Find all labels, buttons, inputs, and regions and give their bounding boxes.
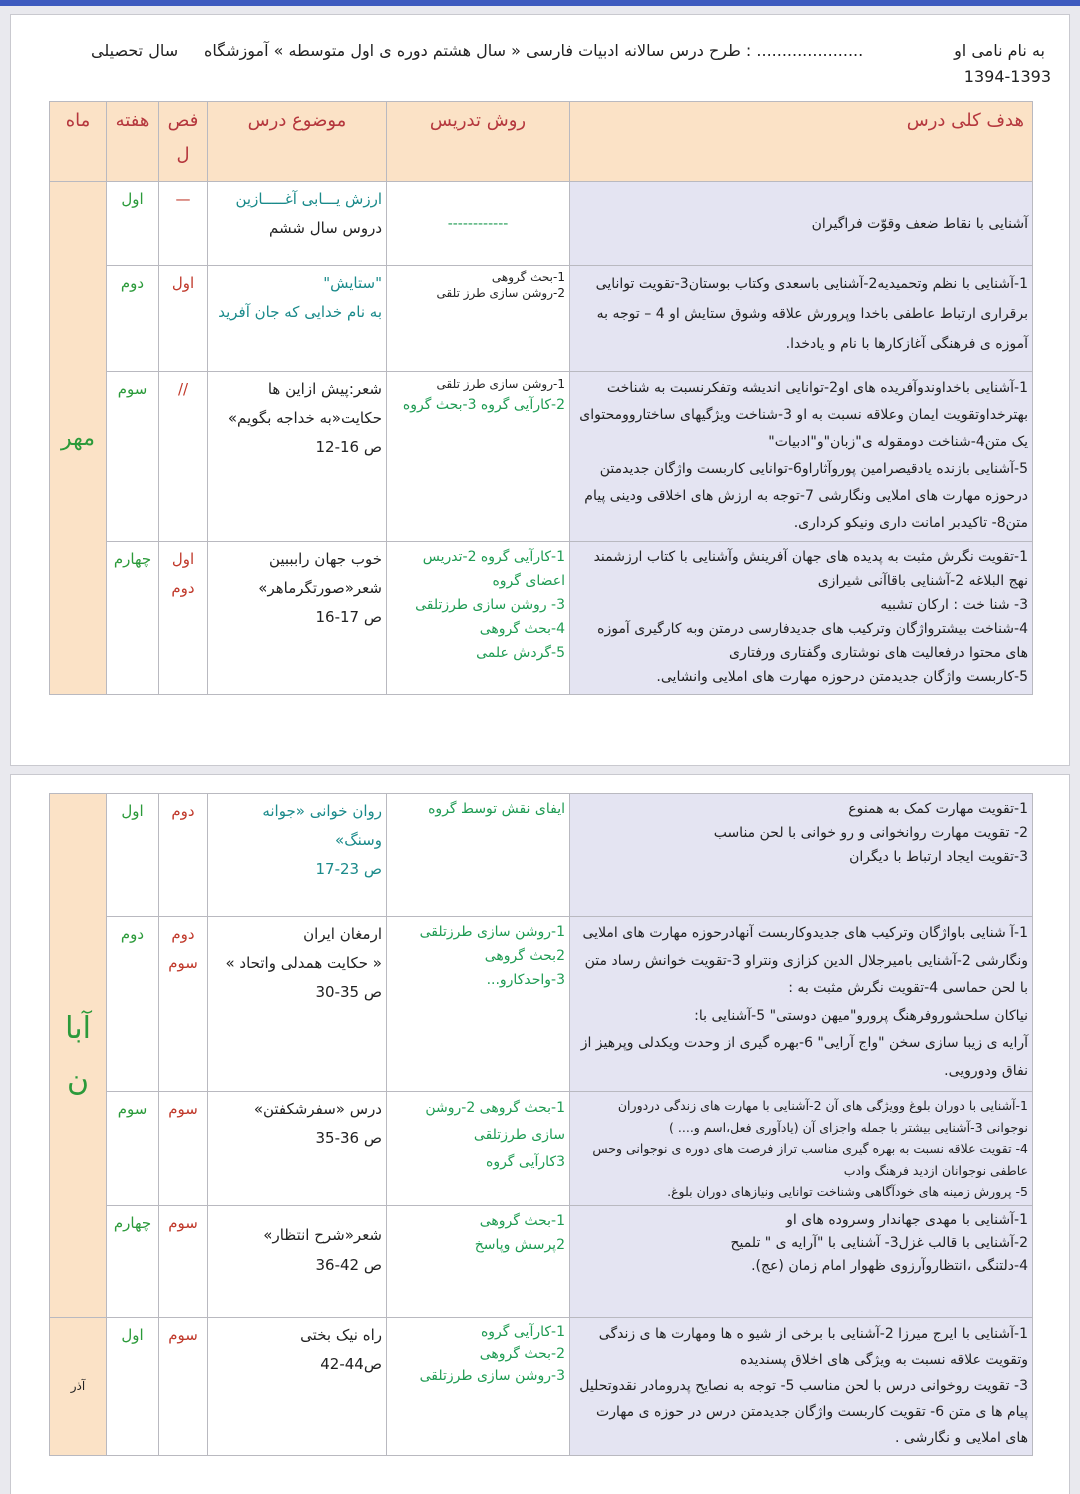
- school-year-label: سال تحصیلی: [91, 41, 179, 60]
- method-cell: 1-بحث گروهی 2-روشن سازی طرزتلقی 3کارآیی گروه: [387, 1092, 570, 1206]
- topic-cell: شعر«شرح انتظار» ص 42-36: [208, 1205, 387, 1317]
- goal-cell: 1-آشنایی با دوران بلوغ وویژگی های آن 2-آشنایی با مهارت های زندگی دردوران نوجوانی 3-آشنایی بیشتر با جمله واجزای آن (یادآوری فعل،اسم و.... ) 4- تقویت علاقه نسبت به بهره گیری مناسب تراز فرصت های دوره ی نوجوانی وحس عاطفی نوجوانان ازدید فرهنگ وادب 5- پرورش زمینه های خودآگاهی وشناخت توانایی ونیازهای دوران بلوغ.: [570, 1092, 1033, 1206]
- plan-title: طرح درس سالانه ادبیات فارسی « سال هشتم دوره ی اول متوسطه » آموزشگاه : .....................: [204, 41, 864, 60]
- goal-cell: آشنایی با نقاط ضعف وقوّت فراگیران: [570, 182, 1033, 266]
- topic-cell: شعر:پیش ازاین ها حکایت«به خداجه بگویم» ص 16-12: [208, 372, 387, 542]
- table-row: [50, 917, 1033, 1092]
- goal-cell: 1-تقویت مهارت کمک به همنوع 2- تقویت مهارت روانخوانی و رو خوانی با لحن مناسب 3-تقویت ایجاد ارتباط با دیگران: [570, 794, 1033, 917]
- session-cell: اول: [159, 266, 208, 372]
- topic-cell: درس «سفرشکفتن» ص 36-35: [208, 1092, 387, 1206]
- week-cell: چهارم: [107, 542, 159, 695]
- top-accent-bar: [0, 0, 1080, 6]
- method-cell: 1-روشن سازی طرزتلقی 2بحث گروهی 3-واحدکارو...: [387, 917, 570, 1092]
- goal-cell: 1-آشنایی با مهدی جهاندار وسروده های او 2-آشنایی با قالب غزل3- آشنایی با "آرایه ی " تلمیح 4-دلتنگی ،انتظاروآرزوی ظهوار امام زمان (عج).: [570, 1205, 1033, 1317]
- document-page-1: [10, 14, 1070, 766]
- method-cell: [387, 372, 570, 542]
- week-cell: دوم: [107, 917, 159, 1092]
- topic-line: دروس سال ششم: [269, 219, 382, 237]
- session-cell: //: [159, 372, 208, 542]
- school-year-value: 1394-1393: [963, 67, 1051, 86]
- session-cell: اول دوم: [159, 542, 208, 695]
- header-goal: هدف کلی درس: [570, 102, 1033, 182]
- goal-cell: 1-آشنایی با ایرج میرزا 2-آشنایی با برخی از شیو ه ها ومهارت ها ی زندگی وتقویت علاقه نسبت به ویژگی های اخلاق پسندیده 3- تقویت روخوانی درس با لحن مناسب 5- توجه به نصایح پدرومادر نقدوتحلیل پیام ها ی متن 6- تقویت کاربست واژگان جدیدمتن درس در حوزه ی مهارت های املایی و نگارشی .: [570, 1317, 1033, 1455]
- goal-cell: 1-تقویت نگرش مثبت به پدیده های جهان آفرینش وآشنایی با کتاب ارزشمند نهج البلاغه 2-آشنایی باقاآنی شیرازی 3- شنا خت : ارکان تشبیه 4-شناخت بیشترواژگان وترکیب های جدیدفارسی درمتن وبه کارگیری آموزه های محتوا درفعالیت های نوشتاری وگفتاری ورفتاری 5-کاربست واژگان جدیدمتن درحوزه مهارت های املایی وانشایی.: [570, 542, 1033, 695]
- table-row: [50, 1317, 1033, 1455]
- method-line: 2-کارآیی گروه 3-بحث گروه: [402, 397, 565, 413]
- method-cell: 1-بحث گروهی 2پرسش وپاسخ: [387, 1205, 570, 1317]
- table-header-row: [50, 102, 1033, 182]
- table-row: [50, 542, 1033, 695]
- week-cell: اول: [107, 1317, 159, 1455]
- topic-line: ارزش یـــابی آغـــــازین: [235, 190, 382, 208]
- month-cell: مهر: [50, 182, 107, 695]
- week-cell: سوم: [107, 1092, 159, 1206]
- week-cell: اول: [107, 794, 159, 917]
- month-cell: آبا ن: [50, 794, 107, 1318]
- week-cell: سوم: [107, 372, 159, 542]
- header-session: فص ل: [159, 102, 208, 182]
- method-cell: 1-بحث گروهی 2-روشن سازی طرز تلقی: [387, 266, 570, 372]
- topic-cell: خوب جهان رابببین شعر«صورتگرماهر» ص 17-16: [208, 542, 387, 695]
- header-method: روش تدریس: [387, 102, 570, 182]
- lesson-plan-table-2: [49, 793, 1033, 1456]
- goal-cell: 1-آشنایی باخداوندوآفریده های او2-توانایی اندیشه وتفکرنسبت به شناخت بهترخداوتقویت ایمان وعلاقه نسبت به او 3-شناخت ویژگیهای ساختاروومحتوای یک متن4-شناخت دومقوله ی"زبان"و"ادبیات" 5-آشنایی بازنده یادقیصرامین پوروآثاراو6-توانایی کاربست واژگان جدیدمتن درحوزه مهارت های املایی ونگارشی 7-توجه به ارزش های اخلاقی ودینی پیام متن8- تاکیدبر امانت داری ونیکو کرداری.: [570, 372, 1033, 542]
- header-month: ماه: [50, 102, 107, 182]
- header-topic: موضوع درس: [208, 102, 387, 182]
- document-page-2: [10, 774, 1070, 1494]
- method-cell: ------------: [387, 182, 570, 266]
- method-cell: ایفای نقش توسط گروه: [387, 794, 570, 917]
- lesson-plan-table-1: [49, 101, 1033, 695]
- goal-cell: 1-آ شنایی باواژگان وترکیب های جدیدوکاربست آنهادرحوزه مهارت های املایی ونگارشی 2-آشنایی بامیرجلال الدین کزازی ونتراو 3-تقویت خوانش رساد متن با لحن حماسی 4-تقویت نگرش مثبت به : نیاکان سلحشوروفرهنگ پرورو"میهن دوستی" 5-آشنایی با: آرایه ی زیبا سازی سخن "واج آرایی" 6-بهره گیری از وحدت ویکدلی وپرهیز از نفاق ودورویی.: [570, 917, 1033, 1092]
- table-row: [50, 1205, 1033, 1317]
- topic-cell: [208, 182, 387, 266]
- month-cell: آذر: [50, 1317, 107, 1455]
- header-week: هفته: [107, 102, 159, 182]
- session-cell: —: [159, 182, 208, 266]
- table-row: [50, 1092, 1033, 1206]
- topic-cell: "ستایش" به نام خدایی که جان آفرید: [208, 266, 387, 372]
- table-row: [50, 794, 1033, 917]
- method-line: 1-روشن سازی طرز تلقی: [436, 377, 565, 391]
- week-cell: دوم: [107, 266, 159, 372]
- table-row: [50, 266, 1033, 372]
- method-cell: 1-کارآیی گروه 2-بحث گروهی 3-روشن سازی طرزتلقی: [387, 1317, 570, 1455]
- goal-cell: 1-آشنایی با نظم وتحمیدیه2-آشنایی باسعدی وکتاب بوستان3-تقویت توانایی برقراری ارتباط عاطفی باخدا وپرورش علاقه وشوق ستایش او 4 – توجه به آموزه ی فرهنگی آغازکارها با نام و یادخدا.: [570, 266, 1033, 372]
- topic-cell: روان خوانی «جوانه وسنگ» ص 23-17: [208, 794, 387, 917]
- session-cell: دوم سوم: [159, 917, 208, 1092]
- method-cell: 1-کارآیی گروه 2-تدریس اعضای گروه 3- روشن سازی طرزتلقی 4-بحث گروهی 5-گردش علمی: [387, 542, 570, 695]
- table-row: [50, 182, 1033, 266]
- table-row: [50, 372, 1033, 542]
- session-cell: دوم: [159, 794, 208, 917]
- week-cell: چهارم: [107, 1205, 159, 1317]
- session-cell: سوم: [159, 1205, 208, 1317]
- invocation-text: به نام نامی او: [954, 41, 1045, 60]
- session-cell: سوم: [159, 1092, 208, 1206]
- topic-cell: راه نیک بختی ص44-42: [208, 1317, 387, 1455]
- session-cell: سوم: [159, 1317, 208, 1455]
- week-cell: اول: [107, 182, 159, 266]
- topic-cell: ارمغان ایران « حکایت همدلی واتحاد » ص 35-30: [208, 917, 387, 1092]
